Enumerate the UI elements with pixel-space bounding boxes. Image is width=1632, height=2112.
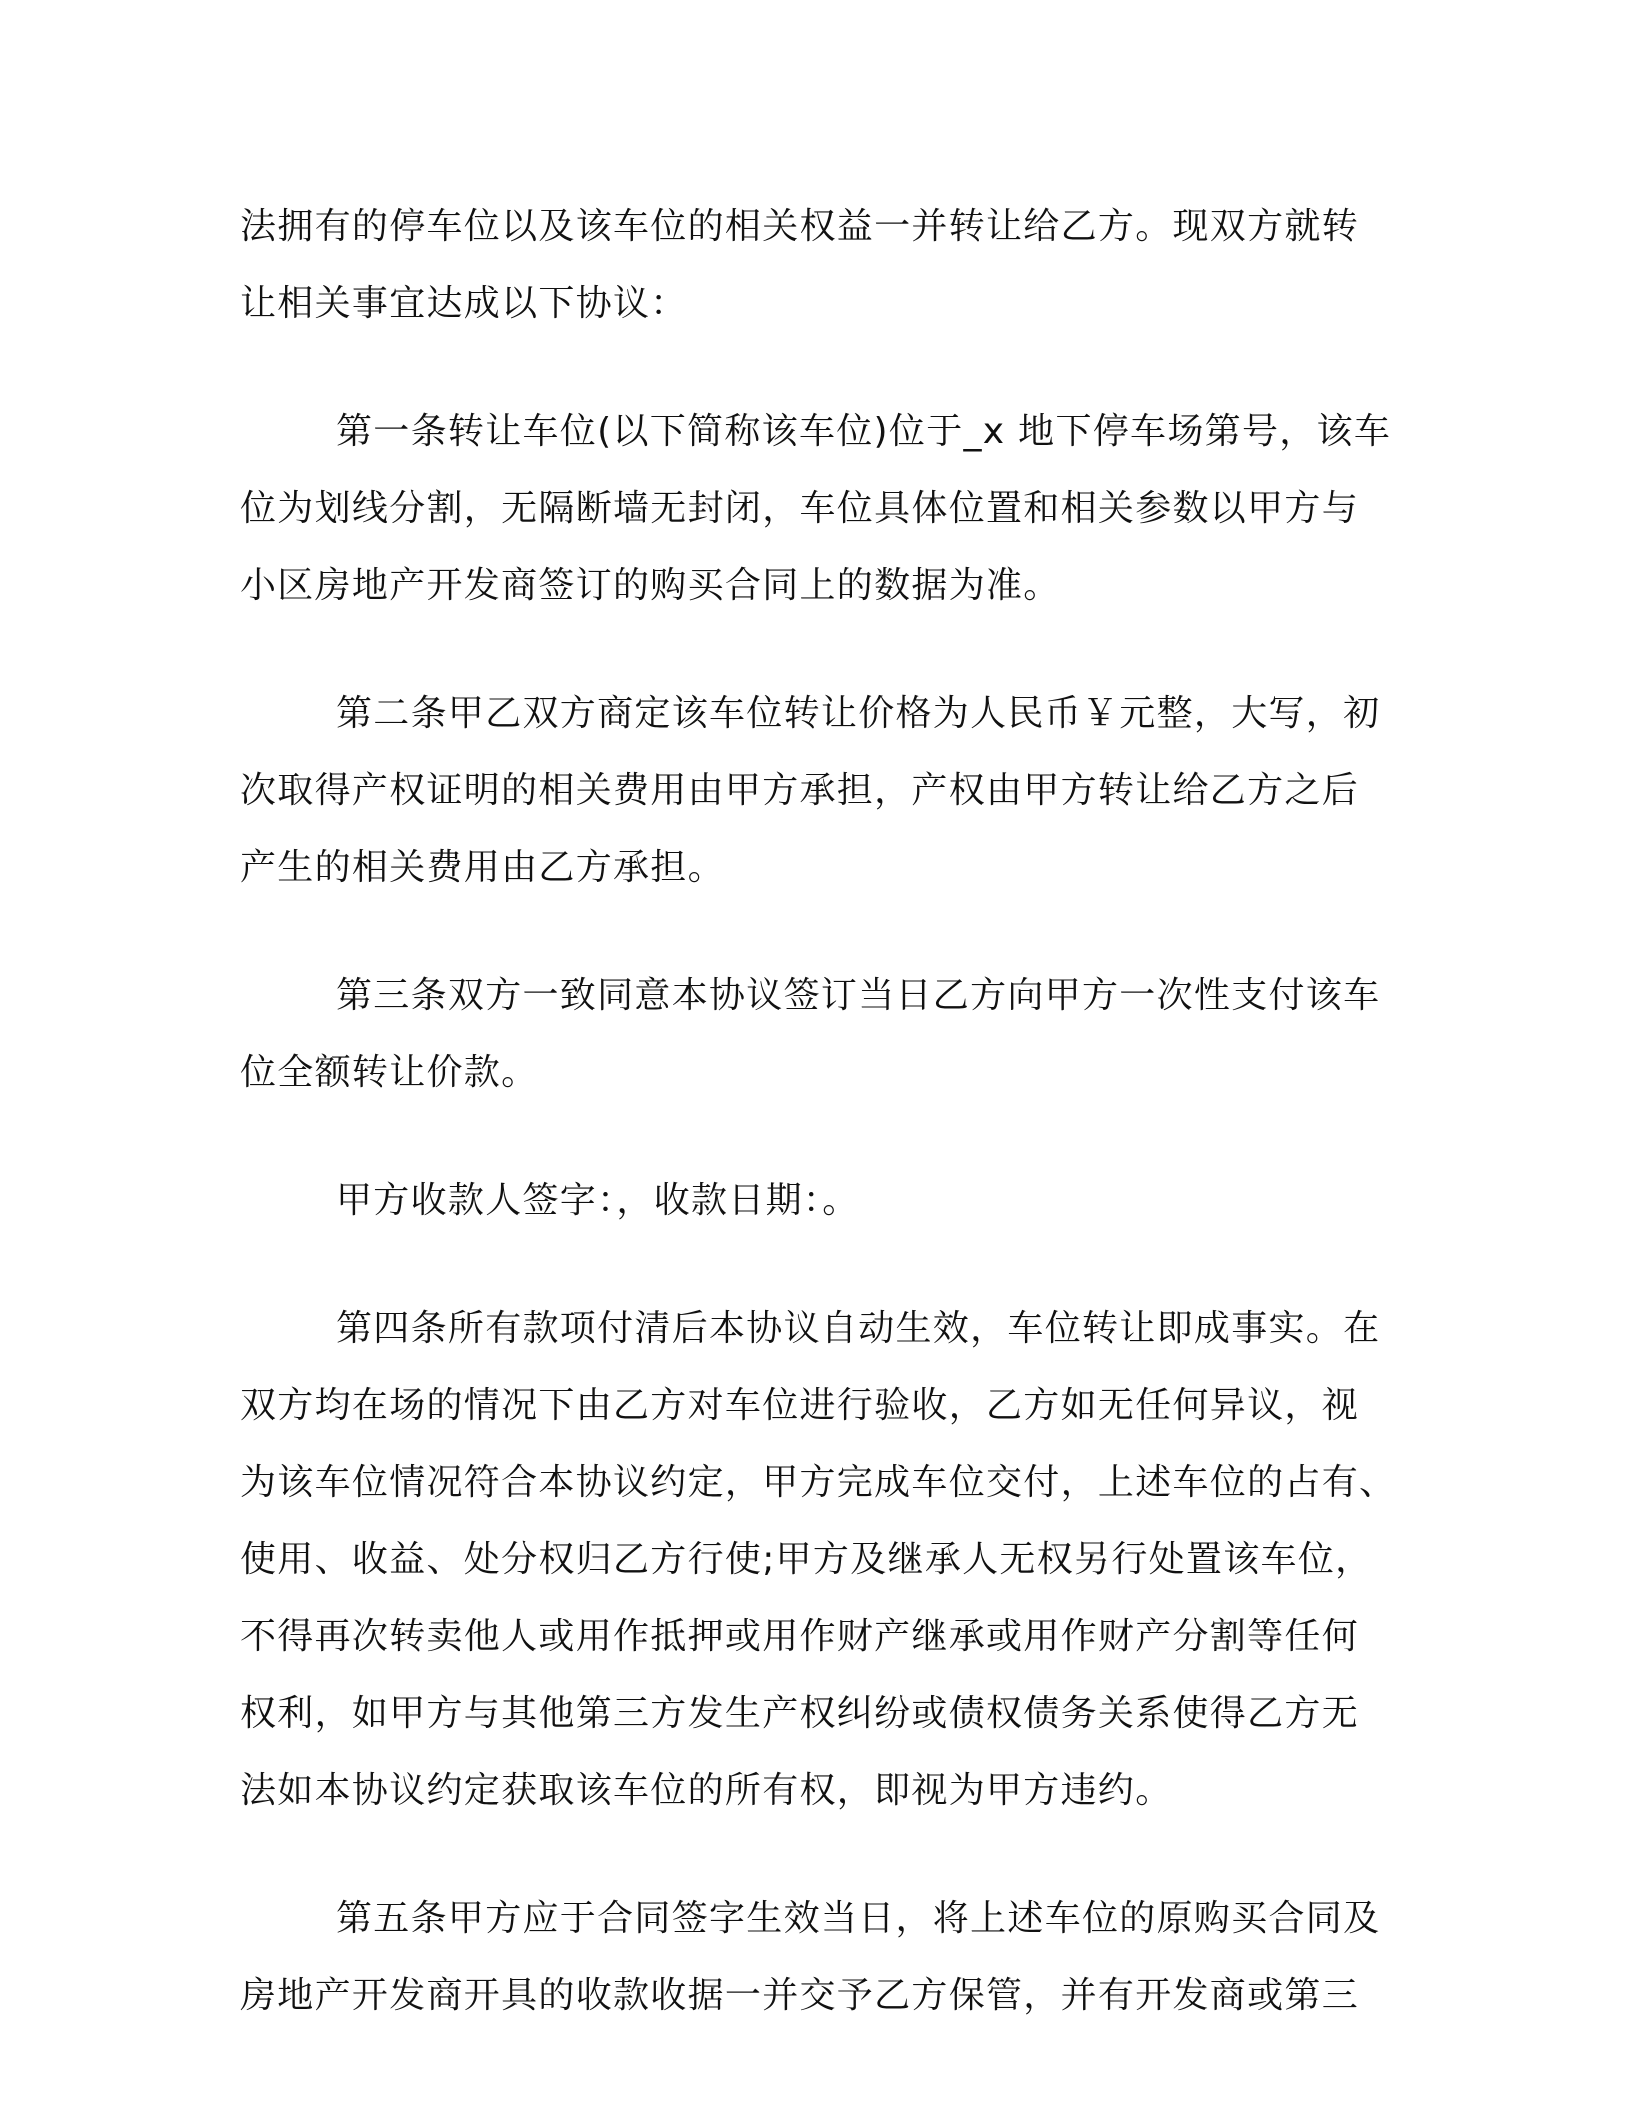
text-line: 第二条甲乙双方商定该车位转让价格为人民币￥元整，大写，初 (336, 693, 1381, 734)
text-line: 甲方收款人签字：，收款日期：。 (336, 1180, 860, 1221)
text-line: 让相关事宜达成以下协议： (240, 283, 688, 324)
text-line: 位全额转让价款。 (240, 1052, 539, 1093)
paragraph-article-1 (240, 393, 1392, 624)
paragraph-article-3 (240, 957, 1380, 1111)
text-line: 使用、收益、处分权归乙方行使;甲方及继承人无权另行处置该车位， (240, 1539, 1373, 1580)
text-line: 第四条所有款项付清后本协议自动生效，车位转让即成事实。在 (336, 1308, 1381, 1349)
text-line: 次取得产权证明的相关费用由甲方承担，产权由甲方转让给乙方之后 (240, 770, 1360, 811)
text-line: 法如本协议约定获取该车位的所有权，即视为甲方违约。 (240, 1770, 1173, 1811)
text-line: 权利，如甲方与其他第三方发生产权纠纷或债权债务关系使得乙方无 (240, 1693, 1360, 1734)
paragraph-intro-continuation (240, 188, 1380, 342)
text-line: 法拥有的停车位以及该车位的相关权益一并转让给乙方。现双方就转 (240, 206, 1360, 247)
paragraph-payment-signature (240, 1162, 1380, 1239)
text-line: 位为划线分割，无隔断墙无封闭，车位具体位置和相关参数以甲方与 (240, 488, 1360, 529)
paragraph-article-4 (240, 1290, 1397, 1829)
text-line: 第一条转让车位(以下简称该车位)位于_x 地下停车场第号，该车 (336, 411, 1392, 452)
paragraph-article-5 (240, 1880, 1380, 2034)
text-line: 不得再次转卖他人或用作抵押或用作财产继承或用作财产分割等任何 (240, 1616, 1360, 1657)
text-line: 为该车位情况符合本协议约定，甲方完成车位交付，上述车位的占有、 (240, 1462, 1397, 1503)
paragraph-article-2 (240, 675, 1380, 906)
document-body (240, 188, 1397, 2034)
text-line: 小区房地产开发商签订的购买合同上的数据为准。 (240, 565, 1061, 606)
text-line: 第五条甲方应于合同签字生效当日，将上述车位的原购买合同及 (336, 1898, 1381, 1939)
text-line: 房地产开发商开具的收款收据一并交予乙方保管，并有开发商或第三 (240, 1975, 1360, 2016)
text-line: 第三条双方一致同意本协议签订当日乙方向甲方一次性支付该车 (336, 975, 1381, 1016)
text-line: 产生的相关费用由乙方承担。 (240, 847, 725, 888)
text-line: 双方均在场的情况下由乙方对车位进行验收，乙方如无任何异议，视 (240, 1385, 1360, 1426)
